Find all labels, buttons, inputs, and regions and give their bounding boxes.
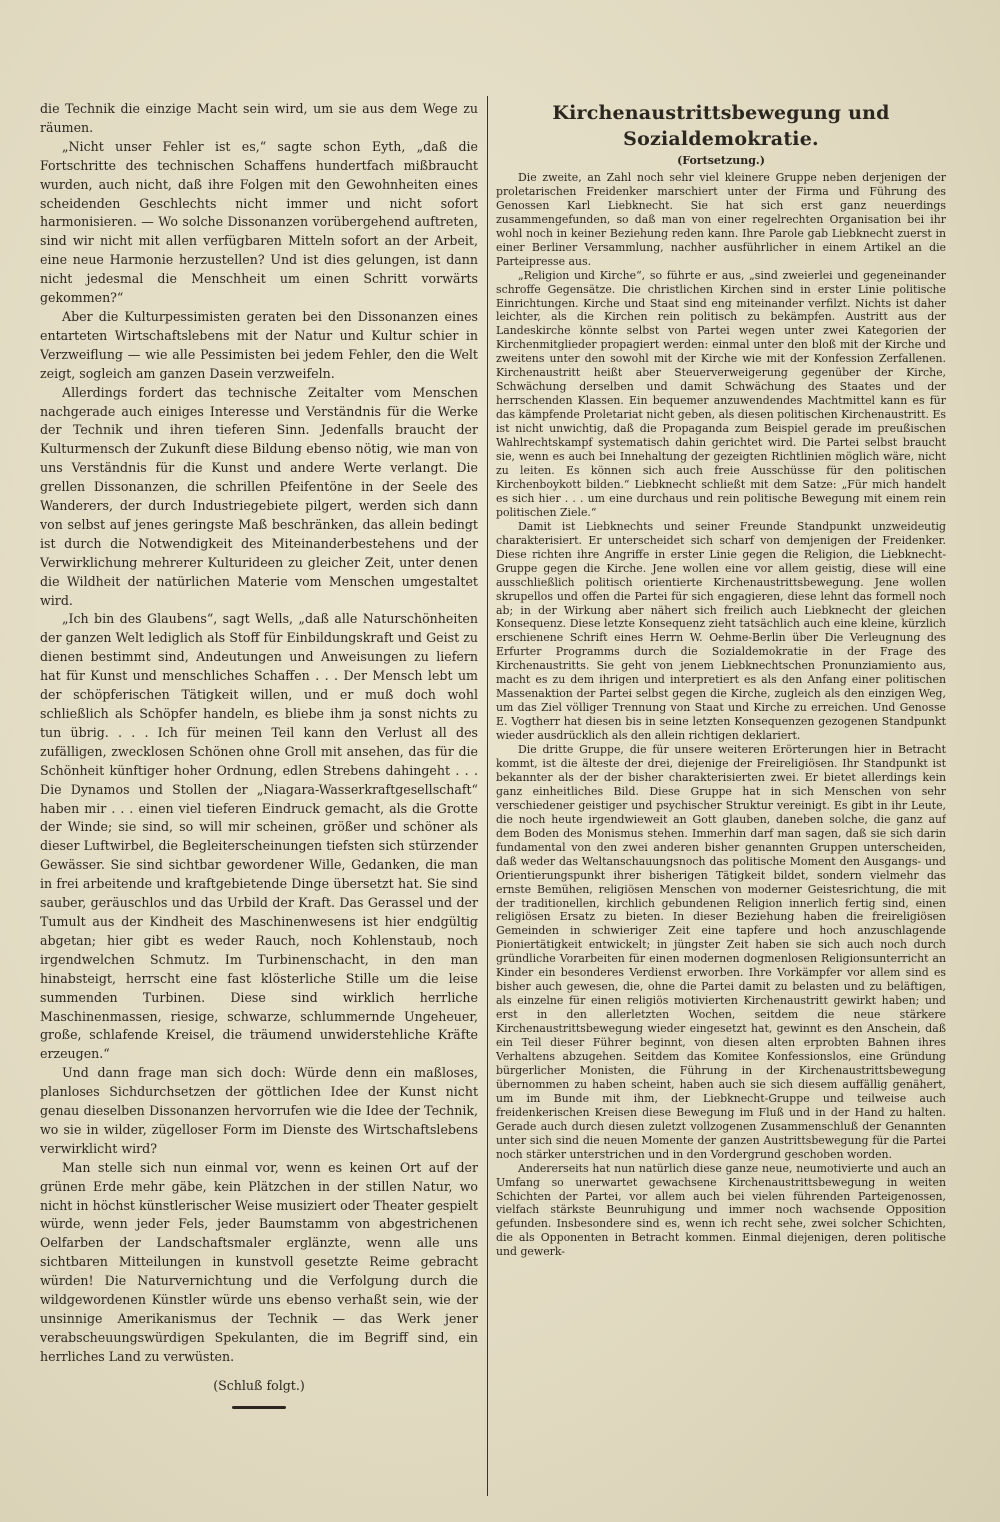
article-subheadline: (Fortsetzung.) xyxy=(677,154,765,167)
right-column xyxy=(496,100,946,1500)
end-rule xyxy=(232,1406,286,1409)
left-paragraph-5: „Ich bin des Glaubens“, sagt Wells, „daß alle Naturschönheiten der ganzen Welt lediglich als Stoff für Einbildungskraft und Geist zu dienen bestimmt sind, Andeutungen und Anweisungen zu liefern hat für Kunst und menschliches Schaffen . . . Der Mensch lebt um der schöpferischen Tätigkeit willen, und er muß doch wohl schließlich als Schöpfer handeln, es bliebe ihm ja sonst nichts zu tun übrig. . . . Ich für meinen Teil kann den Verlust all des zufälligen, zwecklosen Schönen ohne Groll mit ansehen, das für die Schönheit künftiger hoher Ordnung, edlen Strebens dahingeht . . . Die Dynamos und Stollen der „Niagara-Wasserkraftgesellschaft“ haben mir . . . einen viel tieferen Eindruck gemacht, als die Grotte der Winde; sie sind, so will mir scheinen, größer und schöner als dieser Luftwirbel, die Begleiterscheinungen tiefsten sich stürzender Gewässer. Sie sind sichtbar gewordener Wille, Gedanken, die man in frei arbeitende und kraftgebietende Dinge übersetzt hat. Sie sind sauber, geräuschlos und das Urbild der Kraft. Das Gerassel und der Tumult aus der Kindheit des Maschinenwesens ist hier endgültig abgetan; hier gibt es weder Rauch, noch Kohlenstaub, noch irgendwelchen Schmutz. Im Turbinenschacht, in den man hinabsteigt, herrscht eine fast klösterliche Stille um die leise summenden Turbinen. Diese sind wirklich herrliche Maschinenmassen, riesige, schwarze, schlummernde Ungeheuer, große, schlafende Kreisel, die träumend unwiderstehliche Kräfte erzeugen.“ xyxy=(40,611,478,1062)
left-paragraph-4: Allerdings fordert das technische Zeitalter vom Menschen nachgerade auch einiges Interesse und Verständnis für die Werke der Technik und ihren tieferen Sinn. Jedenfalls braucht der Kulturmensch der Zukunft diese Bildung ebenso nötig, wie man von uns Verständnis für die Kunst und andere Werte verlangt. Die grellen Dissonanzen, die schrillen Pfeifentöne in der Seele des Wanderers, der durch Industriegebiete pilgert, werden sich dann von selbst auf jenes geringste Maß beschränken, das allein bedingt ist durch die Notwendigkeit des Miteinanderbestehens und der Verwirklichung mehrerer Kulturideen zu gleicher Zeit, unter denen die Wildheit der natürlichen Materie vom Menschen umgestaltet wird. xyxy=(40,384,478,608)
left-paragraph-2: „Nicht unser Fehler ist es,“ sagte schon Eyth, „daß die Fortschritte des technischen Schaffens hundertfach mißbraucht wurden, auch nicht, daß ihre Folgen mit den Gewohnheiten eines scheidenden Geschlechts nicht immer und nicht sofort harmonisieren. — Wo solche Dissonanzen vorübergehend auftreten, sind wir nicht mit allen verfügbaren Mitteln sofort an der Arbeit, eine neue Harmonie herzustellen? Und ist dies gelungen, ist dann nicht jedesmal die Menschheit um einen Schritt vorwärts gekommen?“ xyxy=(40,138,478,306)
left-paragraph-7: Man stelle sich nun einmal vor, wenn es keinen Ort auf der grünen Erde mehr gäbe, kein Plätzchen in der stillen Natur, wo nicht in höchst künstlerischer Weise musiziert oder Theater gespielt würde, wenn jeder Fels, jeder Baumstamm von abgestrichenen Oelfarben der Landschaftsmaler erglänzte, wenn alle uns sichtbaren Mitteilungen in kunstvoll gesetzte Reime gebracht würden! Die Naturvernichtung und die Verfolgung durch die wildgewordenen Künstler würde uns ebenso verhaßt sein, wie der unsinnige Amerikanismus der Technik — das Werk jener verabscheuungswürdigen Spekulanten, die im Begriff sind, ein herrliches Land zu verwüsten. xyxy=(40,1159,478,1364)
right-paragraph-3: Damit ist Liebknechts und seiner Freunde Standpunkt unzweideutig charakterisiert. Er unterscheidet sich scharf von demjenigen der Freidenker. Diese richten ihre Angriffe in erster Linie gegen die Religion, die Liebknecht-Gruppe gegen die Kirche. Jene wollen eine vor allem geistig, diese will eine ausschließlich politisch orientierte Kirchenaustrittsbewegung. Jene wollen skrupellos und offen die Partei für sich engagieren, diese lehnt das formell noch ab; in der Wirkung aber nähert sich freilich auch Liebknecht der gleichen Konsequenz. Diese letzte Konsequenz zieht tatsächlich auch eine kleine, kürzlich erschienene Schrift eines Herrn W. Oehme-Berlin über Die Verleugnung des Erfurter Programms durch die Sozialdemokratie in der Frage des Kirchenaustritts. Sie geht von jenem Liebknechtschen Pronunziamiento aus, macht es zu dem ihrigen und interpretiert es als den Anfang einer politischen Massenaktion der Partei selbst gegen die Kirche, zugleich als den einzigen Weg, um das Ziel völliger Trennung von Staat und Kirche zu erreichen. Und Genosse E. Vogtherr hat diesen bis in seine letzten Konsequenzen gezogenen Standpunkt wieder ausdrücklich als den allein richtigen deklariert. xyxy=(496,519,946,743)
right-paragraph-5: Andererseits hat nun natürlich diese ganze neue, neumotivierte und auch an Umfang so unerwartet gewachsene Kirchenaustrittsbewegung in weiten Schichten der Partei, vor allem auch bei vielen führenden Parteigenossen, vielfach stärkste Beunruhigung und immer noch wachsende Opposition gefunden. Insbesondere sind es, wenn ich recht sehe, zwei solcher Schichten, die als Opponenten in Betracht kommen. Einmal diejenigen, deren politische und gewerk- xyxy=(496,1161,946,1259)
right-paragraph-4: Die dritte Gruppe, die für unsere weiteren Erörterungen hier in Betracht kommt, ist die älteste der drei, diejenige der Freireligiösen. Ihr Standpunkt ist bekannter als der der bisher charakterisierten zwei. Er bietet allerdings kein ganz einheitliches Bild. Diese Gruppe hat in sich Menschen von sehr verschiedener geistiger und psychischer Struktur vereinigt. Es gibt in ihr Leute, die noch heute irgendwieweit an Gott glauben, daneben solche, die ganz auf dem Boden des Monismus stehen. Immerhin darf man sagen, daß sie sich darin fundamental von den zwei anderen bisher genannten Gruppen unterscheiden, daß weder das Weltanschauungsnoch das politische Moment den Ausgangs- und Orientierungspunkt ihrer bisherigen Tätigkeit bildet, sondern vielmehr das ernste Bemühen, religiösen Menschen von moderner Geistesrichtung, die mit der traditionellen, kirchlich gebundenen Religion innerlich fertig sind, einen religiösen Ersatz zu bieten. In dieser Beziehung haben die freireligiösen Gemeinden in schwieriger Zeit eine tapfere und hoch anzuschlagende Pioniertätigkeit entwickelt; in jüngster Zeit haben sie sich auch noch durch gründliche Vorarbeiten für einen modernen dogmenlosen Religionsunterricht an Kinder ein besonderes Verdienst erworben. Ihre Vorkämpfer vor allem sind es bisher auch gewesen, die, ohne die Partei damit zu belasten und zu beläftigen, als einzelne für einen religiös motivierten Kirchenaustritt gewirkt haben; und erst in den allerletzten Wochen, seitdem die neue stärkere Kirchenaustrittsbewegung wieder eingesetzt hat, gewinnt es den Anschein, daß ein Teil dieser Führer beginnt, von diesen alten erprobten Bahnen ihres Verhaltens abzugehen. Seitdem das Komitee Konfessionslos, eine Gründung bürgerlicher Monisten, die Führung in der Kirchenaustrittsbewegung übernommen zu haben scheint, haben auch sie sich diesem auffällig genähert, um im Bunde mit ihm, der Liebknecht-Gruppe und teilweise auch freidenkerischen Kreisen diese Bewegung im Fluß und in der Hand zu halten. Gerade auch durch diesen zuletzt vollzogenen Zusammenschluß der Genannten unter sich sind die neuen Momente der ganzen Austrittsbewegung für die Partei noch stärker unterstrichen und in den Vordergrund geschoben worden. xyxy=(496,743,946,1161)
left-column xyxy=(40,100,478,1500)
left-paragraph-1: die Technik die einzige Macht sein wird, um sie aus dem Wege zu räumen. xyxy=(40,101,478,135)
article-headline: Kirchenaustrittsbewegung und Sozialdemokratie. xyxy=(552,102,890,150)
left-paragraph-3: Aber die Kulturpessimisten geraten bei den Dissonanzen eines entarteten Wirtschaftslebens mit der Natur und Kultur schier in Verzweiflung — wie alle Pessimisten bei jedem Fehler, den die Welt zeigt, sogleich am ganzen Dasein verzweifeln. xyxy=(40,308,478,381)
right-paragraph-2: „Religion und Kirche“, so führte er aus, „sind zweierlei und gegeneinander schroffe Gegensätze. Die christlichen Kirchen sind in erster Linie politische Einrichtungen. Kirche und Staat sind eng miteinander verfilzt. Nichts ist daher leichter, als die Kirchen rein politisch zu bekämpfen. Austritt aus der Landeskirche könnte selbst von Partei wegen unter zwei Kategorien der Kirchenmitglieder propagiert werden: einmal unter den bloß mit der Kirche und zweitens unter den sowohl mit der Kirche wie mit der Konfession Zerfallenen. Kirchenaustritt heißt aber Steuerverweigerung gegenüber der Kirche, Schwächung derselben und damit Schwächung des Staates und der herrschenden Klassen. Ein bequemer anzuwendendes Machtmittel kann es für das kämpfende Proletariat nicht geben, als diesen politischen Kirchenaustritt. Es ist nicht unwichtig, daß die Propaganda zum Beispiel gerade im preußischen Wahlrechtskampf systematisch dahin gerichtet wird. Die Partei selbst braucht sie, wenn es auch bei Innehaltung der gezeigten Richtlinien möglich wäre, nicht zu leiten. Es können sich auch freie Ausschüsse für den politischen Kirchenboykott bilden.“ Liebknecht schließt mit dem Satze: „Für mich handelt es sich hier . . . um eine durchaus und rein politische Bewegung mit einem rein politischen Ziele.“ xyxy=(496,268,946,519)
right-paragraph-1: Die zweite, an Zahl noch sehr viel kleinere Gruppe neben derjenigen der proletarischen Freidenker marschiert unter der Firma und Führung des Genossen Karl Liebknecht. Sie hat sich erst ganz neuerdings zusammengefunden, so daß man von einer regelrechten Organisation bei ihr wohl noch in keiner Beziehung reden kann. Ihre Parole gab Liebknecht zuerst in einer Berliner Versammlung, nachher ausführlicher in einem Artikel an die Parteipresse aus. xyxy=(496,170,946,268)
left-paragraph-6: Und dann frage man sich doch: Würde denn ein maßloses, planloses Sichdurchsetzen der göttlichen Idee der Kunst nicht genau dieselben Dissonanzen hervorrufen wie die Idee der Technik, wo sie in wilder, zügelloser Form im Dienste des Wirtschaftslebens verwirklicht wird? xyxy=(40,1065,478,1156)
continuation-note: (Schluß folgt.) xyxy=(213,1377,305,1393)
column-divider xyxy=(487,96,488,1496)
